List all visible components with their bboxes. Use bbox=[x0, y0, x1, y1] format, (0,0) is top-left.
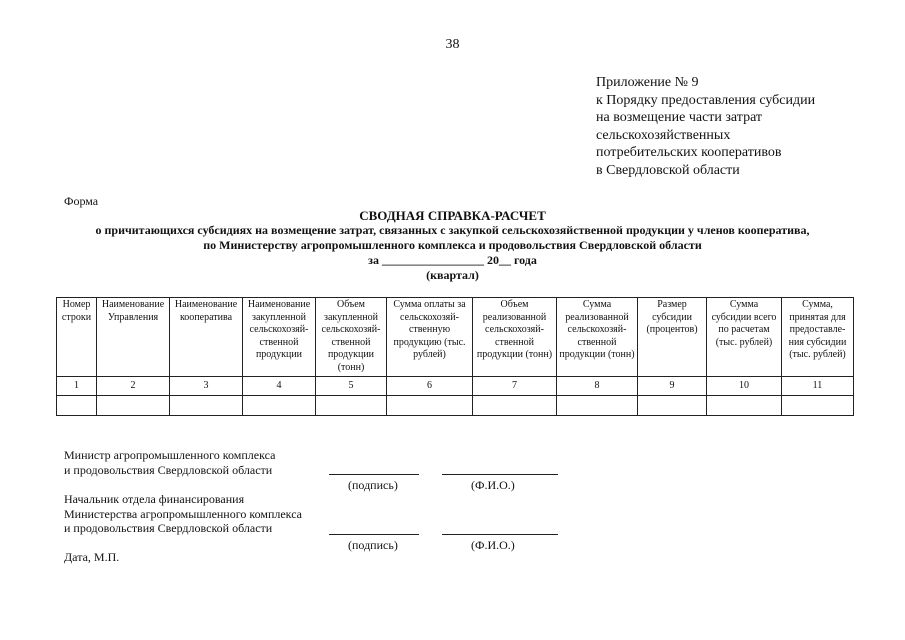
minister-title bbox=[64, 448, 275, 477]
column-header: Объем реализованной сельскохозяй-ственной продукции (тонн) bbox=[473, 298, 557, 377]
column-header: Наименование Управления bbox=[97, 298, 170, 377]
period-caption: (квартал) bbox=[426, 268, 479, 282]
column-header: Сумма оплаты за сельскохозяй-ственную продукцию (тыс. рублей) bbox=[387, 298, 473, 377]
column-header: Сумма субсидии всего по расчетам (тыс. рублей) bbox=[707, 298, 782, 377]
appendix-line: потребительских кооперативов bbox=[596, 145, 782, 160]
column-header: Объем закупленной сельскохозяй-ственной продукции (тонн) bbox=[316, 298, 387, 377]
minister-title-line: Министр агропромышленного комплекса bbox=[64, 448, 276, 462]
table-cell bbox=[316, 396, 387, 416]
column-number: 4 bbox=[243, 377, 316, 396]
appendix-line: к Порядку предоставления субсидии bbox=[596, 92, 816, 108]
appendix-line: сельскохозяйственных bbox=[596, 127, 731, 143]
table-cell bbox=[243, 396, 316, 416]
column-header: Наименование кооператива bbox=[170, 298, 243, 377]
finance-head-title-line: и продовольствия Свердловской области bbox=[64, 521, 273, 535]
column-number: 6 bbox=[387, 377, 473, 396]
column-number: 10 bbox=[707, 377, 782, 396]
column-number: 1 bbox=[57, 377, 97, 396]
column-number: 9 bbox=[638, 377, 707, 396]
table-cell bbox=[638, 396, 707, 416]
table-row bbox=[57, 396, 854, 416]
table-cell bbox=[557, 396, 638, 416]
column-number: 8 bbox=[557, 377, 638, 396]
name-caption: (Ф.И.О.) bbox=[471, 478, 515, 492]
date-stamp-label: Дата, М.П. bbox=[64, 550, 120, 564]
column-header: Сумма, принятая для предоставле-ния субсидии (тыс. рублей) bbox=[782, 298, 854, 377]
column-number-row bbox=[57, 377, 854, 396]
report-table bbox=[56, 297, 854, 416]
table-cell bbox=[473, 396, 557, 416]
table-cell bbox=[57, 396, 97, 416]
table-cell bbox=[707, 396, 782, 416]
document-title: СВОДНАЯ СПРАВКА-РАСЧЕТ bbox=[359, 208, 546, 223]
table-cell bbox=[97, 396, 170, 416]
column-header: Наименование закупленной сельскохозяй-ственной продукции bbox=[243, 298, 316, 377]
minister-title-line: и продовольствия Свердловской области bbox=[64, 462, 273, 477]
period-line: за _________________ 20__ года bbox=[368, 253, 537, 267]
appendix-line: в Свердловской области bbox=[596, 162, 740, 178]
document-subtitle-line: по Министерству агропромышленного комплекса и продовольствия Свердловской области bbox=[203, 238, 702, 252]
signature-caption: (подпись) bbox=[348, 538, 398, 552]
appendix-note bbox=[596, 74, 815, 179]
name-line bbox=[442, 474, 558, 475]
column-number: 7 bbox=[473, 377, 557, 396]
table-cell bbox=[170, 396, 243, 416]
form-label: Форма bbox=[64, 194, 99, 208]
finance-head-title-line: Министерства агропромышленного комплекса bbox=[64, 506, 303, 521]
column-number: 5 bbox=[316, 377, 387, 396]
table-cell bbox=[387, 396, 473, 416]
appendix-line: на возмещение части затрат bbox=[596, 110, 763, 125]
column-number: 11 bbox=[782, 377, 854, 396]
name-line bbox=[442, 534, 558, 535]
column-header: Размер субсидии (процентов) bbox=[638, 298, 707, 377]
column-header: Сумма реализованной сельскохозяй-ственной продукции (тонн) bbox=[557, 298, 638, 377]
finance-head-title-line: Начальник отдела финансирования bbox=[64, 492, 245, 506]
document-title-block bbox=[0, 208, 905, 283]
signature-caption: (подпись) bbox=[348, 478, 398, 492]
page-number: 38 bbox=[445, 37, 460, 52]
table-cell bbox=[782, 396, 854, 416]
table-header-row bbox=[57, 298, 854, 377]
finance-head-title bbox=[64, 492, 302, 536]
appendix-line: Приложение № 9 bbox=[596, 75, 699, 90]
column-number: 3 bbox=[170, 377, 243, 396]
column-header: Номер строки bbox=[57, 298, 97, 377]
document-subtitle-line: о причитающихся субсидиях на возмещение затрат, связанных с закупкой сельскохозяйственной продукции у членов кооператива, bbox=[95, 223, 810, 237]
signature-line bbox=[329, 534, 419, 535]
signature-line bbox=[329, 474, 419, 475]
column-number: 2 bbox=[97, 377, 170, 396]
name-caption: (Ф.И.О.) bbox=[471, 538, 515, 552]
